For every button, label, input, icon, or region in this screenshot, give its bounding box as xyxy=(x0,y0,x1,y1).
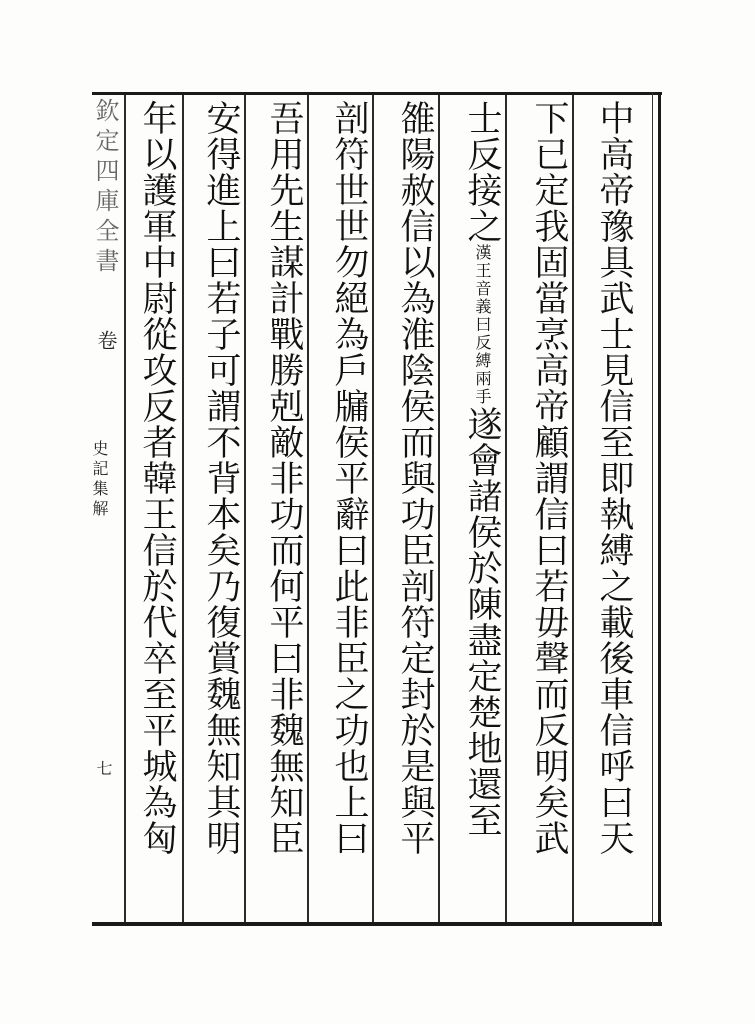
text-column-7: 安得進上曰若子可謂不背本矣乃復賞魏無知其明 xyxy=(201,100,241,856)
column-3-main-text: 士反接之 xyxy=(462,100,502,244)
column-3-commentary: 漢王音義曰反縛兩手 xyxy=(473,244,492,406)
text-column-2: 下已定我固當烹高帝顧謂信曰若毋聲而反明矣武 xyxy=(529,100,569,856)
column-rule xyxy=(244,95,246,922)
edge-rule xyxy=(124,95,126,922)
page-number: 七 xyxy=(94,760,113,776)
column-rule xyxy=(572,95,574,922)
column-rule xyxy=(438,95,440,922)
text-column-8: 年以護軍中尉從攻反者韓王信於代卒至平城為匈 xyxy=(137,100,177,856)
text-column-5: 剖符世世勿絕為戶牖侯平辭曰此非臣之功也上曰 xyxy=(329,100,369,856)
column-rule xyxy=(182,95,184,922)
column-rule xyxy=(505,95,507,922)
text-column-4: 雒陽赦信以為淮陰侯而與功臣剖符定封於是與平 xyxy=(395,100,435,856)
frame-bottom-border xyxy=(92,922,662,926)
frame-right-border xyxy=(658,92,661,926)
text-column-6: 吾用先生謀計戰勝剋敵非功而何平曰非魏無知臣 xyxy=(264,100,304,856)
text-column-1: 中高帝豫具武士見信至即執縛之載後車信呼曰天 xyxy=(594,100,634,856)
column-rule xyxy=(307,95,309,922)
volume-marker: 卷 xyxy=(94,330,118,350)
text-column-3 xyxy=(460,100,504,838)
column-rule xyxy=(372,95,374,922)
frame-top-border xyxy=(92,92,662,95)
column-3-main-text-continued: 遂會諸侯於陳盡定楚地還至 xyxy=(462,406,502,838)
collection-title: 欽定四庫全書 xyxy=(91,98,119,278)
frame-right-inner-border xyxy=(652,92,653,926)
book-title: 史記集解 xyxy=(90,440,109,520)
